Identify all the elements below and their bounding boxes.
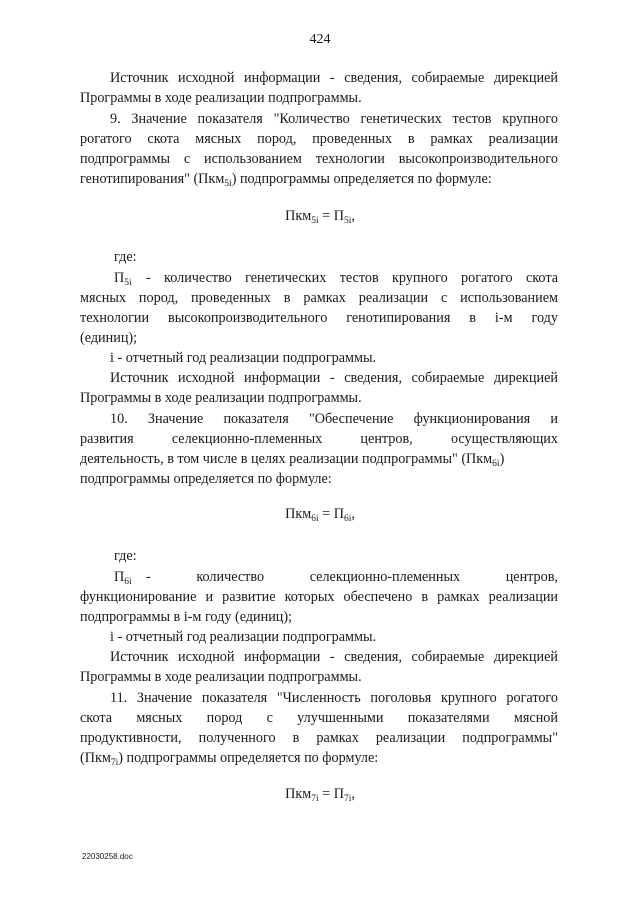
text-line: подпрограммы определяется по формуле: — [80, 471, 332, 487]
definition-line: $П_{6i}$ - количество селекционно-племенных центров, — [114, 569, 558, 587]
text-line: скота мясных пород с улучшенными показателями мясной — [80, 710, 558, 726]
text-line: Программы в ходе реализации подпрограммы. — [80, 669, 362, 685]
text-line: (единиц); — [80, 330, 138, 346]
text-line: Программы в ходе реализации подпрограммы. — [80, 390, 362, 406]
formula: $Пкм_{5i} = П_{5i}$, — [285, 208, 355, 226]
text-line: функционирование и развитие которых обеспечено в рамках реализации — [80, 589, 558, 605]
text-line: Программы в ходе реализации подпрограммы. — [80, 90, 362, 106]
text-line: i - отчетный год реализации подпрограммы. — [110, 629, 377, 645]
text-line: i - отчетный год реализации подпрограммы. — [110, 350, 377, 366]
page-number: 424 — [309, 32, 331, 47]
text-line: Источник исходной информации - сведения, собираемые дирекцией — [110, 70, 558, 86]
text-line: 9. Значение показателя "Количество генетических тестов крупного — [110, 111, 558, 127]
text-line: рогатого скота мясных пород, проведенных в рамках реализации — [80, 131, 558, 147]
formula: $Пкм_{6i} = П_{6i}$, — [285, 506, 355, 524]
text-line: 10. Значение показателя "Обеспечение функционирования и — [110, 411, 558, 427]
text-line: Источник исходной информации - сведения, собираемые дирекцией — [110, 649, 558, 665]
text-line: технологии высокопроизводительного генотипирования в i-м году — [80, 310, 558, 326]
text-line: (Пкм$_{7i}$) подпрограммы определяется по формуле: — [80, 750, 379, 768]
text-line: деятельность, в том числе в целях реализации подпрограммы" (Пкм$_{6i}$) — [80, 451, 505, 469]
where-label: где: — [114, 548, 137, 564]
text-line: продуктивности, полученного в рамках реализации подпрограммы" — [80, 730, 558, 746]
definition-line: $П_{5i}$ - количество генетических тестов крупного рогатого скота — [114, 270, 558, 288]
text-line: развития селекционно-племенных центров, осуществляющих — [80, 431, 558, 447]
text-line: мясных пород, проведенных в рамках реализации с использованием — [80, 290, 558, 306]
formula: $Пкм_{7i} = П_{7i}$, — [285, 786, 355, 804]
where-label: где: — [114, 249, 137, 265]
text-line: подпрограммы в i-м году (единиц); — [80, 609, 293, 625]
text-line: подпрограммы с использованием технологии высокопроизводительного — [80, 151, 558, 167]
text-line: 11. Значение показателя "Численность поголовья крупного рогатого — [110, 690, 558, 706]
footer-filename: 22030258.doc — [82, 852, 133, 861]
text-line: генотипирования" (Пкм$_{5i}$) подпрограммы определяется по формуле: — [80, 171, 492, 189]
text-line: Источник исходной информации - сведения, собираемые дирекцией — [110, 370, 558, 386]
